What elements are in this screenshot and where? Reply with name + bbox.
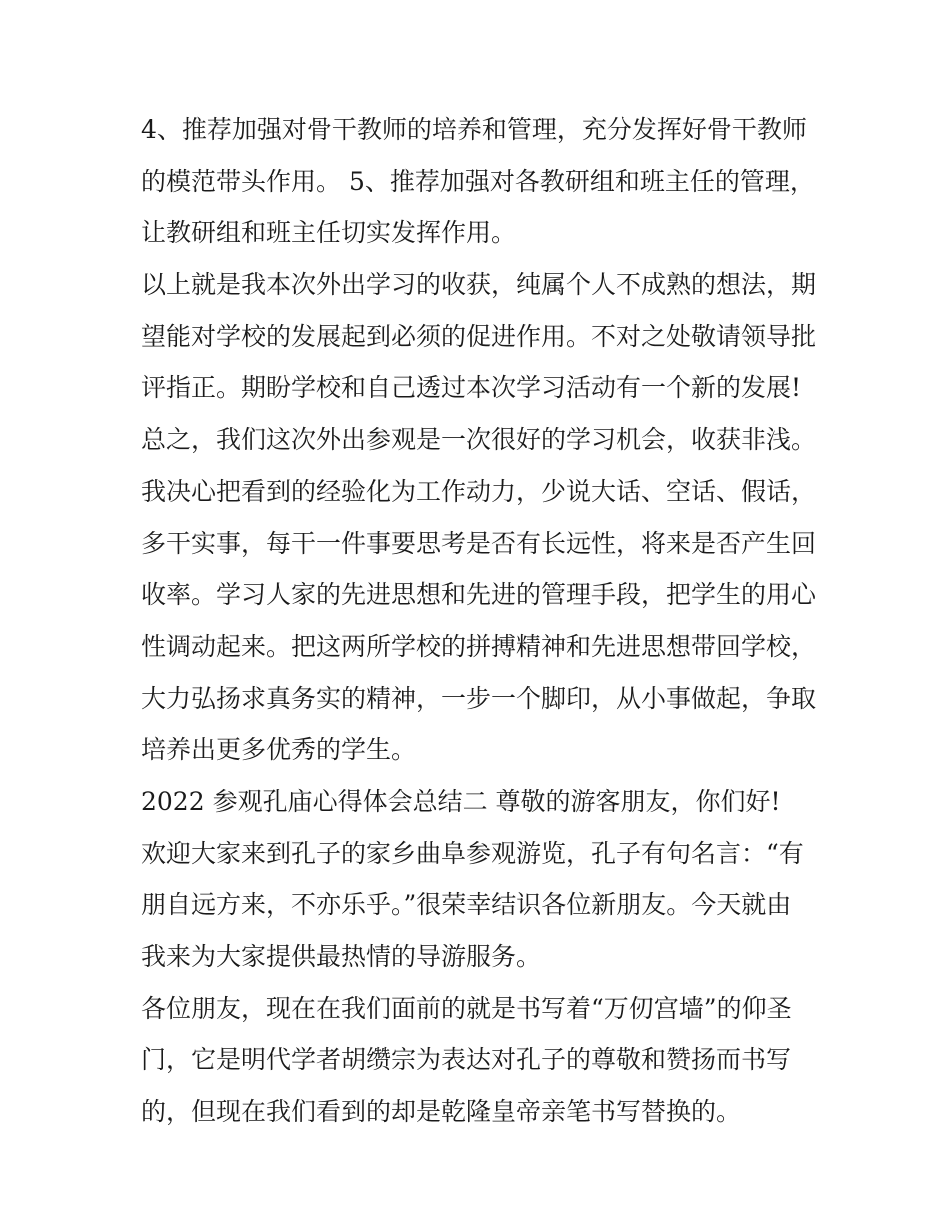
text-line: 收率。学习人家的先进思想和先进的管理手段，把学生的用心 [141,580,817,610]
document-body [141,104,831,1138]
text-line: 多干实事，每干一件事要思考是否有长远性，将来是否产生回 [141,528,817,558]
text-line: 我来为大家提供最热情的导游服务。 [141,942,542,971]
text-line: 欢迎大家来到孔子的家乡曲阜参观游览，孔子有句名言：“有 [141,838,804,868]
text-line: 朋自远方来，不亦乐乎。”很荣幸结识各位新朋友。今天就由 [141,890,792,920]
text-line: 望能对学校的发展起到必须的促进作用。不对之处敬请领导批 [141,321,817,351]
text-line: 4、推荐加强对骨干教师的培养和管理，充分发挥好骨干教师 [141,115,807,144]
text-line: 培养出更多优秀的学生。 [141,735,417,765]
text-line: 大力弘扬求真务实的精神，一步一个脚印，从小事做起，争取 [141,683,817,713]
text-line: 让教研组和班主任切实发挥作用。 [141,218,517,248]
text-line: 的，但现在我们看到的却是乾隆皇帝亲笔书写替换的。 [141,1097,742,1127]
text-line: 总之，我们这次外出参观是一次很好的学习机会，收获非浅。 [141,425,817,455]
text-line: 我决心把看到的经验化为工作动力，少说大话、空话、假话， [141,476,817,506]
section-heading-line: 2022 参观孔庙心得体会总结二 尊敬的游客朋友，你们好! [141,786,781,816]
text-line: 性调动起来。把这两所学校的拼搏精神和先进思想带回学校， [141,631,817,661]
text-line: 评指正。期盼学校和自己透过本次学习活动有一个新的发展! [141,373,802,403]
text-line: 各位朋友，现在在我们面前的就是书写着“万仞宫墙”的仰圣 [141,993,792,1023]
text-line: 门，它是明代学者胡缵宗为表达对孔子的尊敬和赞扬而书写 [141,1045,792,1075]
text-line: 的模范带头作用。 5、推荐加强对各教研组和班主任的管理， [141,166,815,196]
text-line: 以上就是我本次外出学习的收获，纯属个人不成熟的想法，期 [141,270,817,300]
